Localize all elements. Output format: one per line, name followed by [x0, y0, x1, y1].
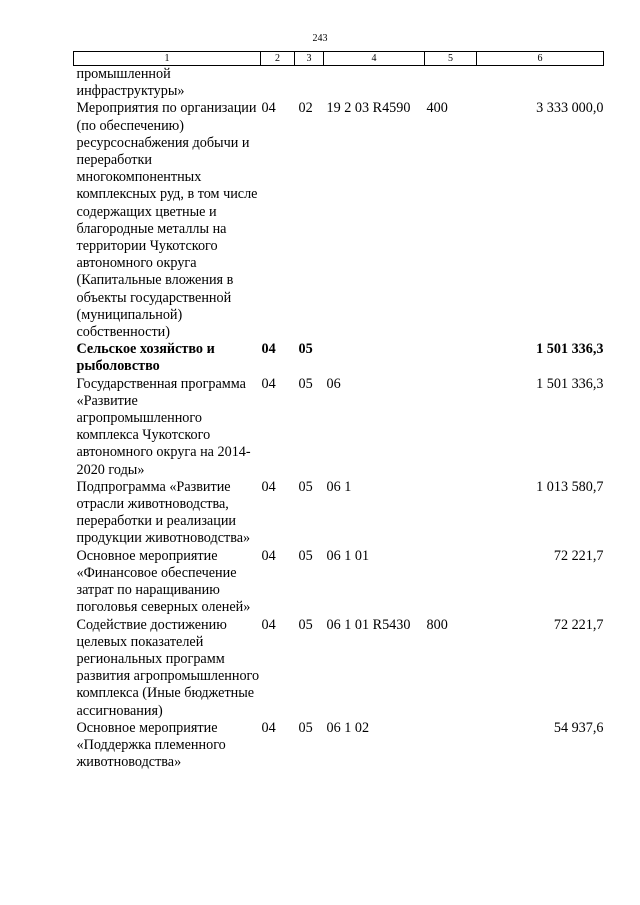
column-header: 6: [477, 52, 604, 66]
target-article-cell: [324, 341, 425, 375]
amount-cell: [477, 66, 604, 101]
section-code-cell: 04: [261, 341, 276, 358]
table-row: [74, 341, 604, 375]
target-article-cell: 06 1 01: [326, 547, 370, 564]
row-name-cell: Государственная программа «Развитие агропромышленного комплекса Чукотского автономного округа на 2014-2020 годы»: [76, 375, 251, 478]
subsection-code-cell: 05: [298, 375, 313, 392]
subsection-code-cell: 05: [298, 341, 313, 358]
row-name-cell: Сельское хозяйство и рыболовство: [76, 341, 215, 375]
subsection-code-cell: 02: [298, 100, 313, 117]
subsection-code-cell: 05: [298, 719, 313, 736]
table-row: [74, 66, 604, 101]
table-row: [74, 548, 604, 617]
row-name-cell: промышленной инфраструктуры»: [76, 66, 185, 100]
expense-type-cell: [425, 66, 477, 101]
amount-cell: 3 333 000,0: [536, 100, 604, 117]
column-header: 4: [324, 52, 425, 66]
subsection-code-cell: 05: [298, 478, 313, 495]
row-name-cell: Мероприятия по организации (по обеспечению) ресурсоснабжения добычи и переработки многокомпонентных комплексных руд, в том числе содержащих цветные и благородные металлы на территории Чукотского автономного округа (Капитальные вложения в объекты государственной (муниципальной) собственности): [76, 100, 258, 341]
amount-cell: 1 501 336,3: [536, 375, 604, 392]
page-number: 243: [312, 33, 328, 44]
expense-type-cell: [425, 341, 477, 375]
expense-type-cell: [425, 376, 477, 479]
table-row: [74, 100, 604, 341]
section-code-cell: 04: [261, 375, 276, 392]
amount-cell: 54 937,6: [553, 719, 604, 736]
column-header: 2: [261, 52, 295, 66]
row-name-cell: Основное мероприятие «Поддержка племенного животноводства»: [76, 719, 226, 771]
table-row: [74, 720, 604, 772]
target-article-cell: 06 1: [326, 478, 352, 495]
table-header-row: [74, 52, 604, 66]
expense-type-cell: [425, 479, 477, 548]
target-article-cell: 06: [326, 375, 341, 392]
expense-type-cell: 800: [426, 616, 448, 633]
row-name-cell: Подпрограмма «Развитие отрасли животноводства, переработки и реализации продукции животноводства»: [76, 478, 251, 547]
section-code-cell: 04: [261, 719, 276, 736]
target-article-cell: 19 2 03 R4590: [326, 100, 411, 117]
budget-table: [73, 51, 604, 771]
subsection-code-cell: 05: [298, 547, 313, 564]
amount-cell: 1 013 580,7: [536, 478, 604, 495]
section-code-cell: 04: [261, 100, 276, 117]
column-header: 5: [425, 52, 477, 66]
amount-cell: 72 221,7: [553, 616, 604, 633]
target-article-cell: 06 1 01 R5430: [326, 616, 411, 633]
table-row: [74, 376, 604, 479]
row-name-cell: Основное мероприятие «Финансовое обеспечение затрат по наращиванию поголовья северных оленей»: [76, 547, 251, 616]
column-header: 1: [74, 52, 261, 66]
section-code-cell: 04: [261, 616, 276, 633]
subsection-code-cell: 05: [298, 616, 313, 633]
section-code-cell: 04: [261, 478, 276, 495]
amount-cell: 1 501 336,3: [536, 341, 604, 358]
subsection-code-cell: [295, 66, 324, 101]
section-code-cell: 04: [261, 547, 276, 564]
column-header: 3: [295, 52, 324, 66]
expense-type-cell: [425, 548, 477, 617]
target-article-cell: [324, 66, 425, 101]
table-row: [74, 479, 604, 548]
row-name-cell: Содействие достижению целевых показателей региональных программ развития агропромышленного комплекса (Иные бюджетные ассигнования): [76, 616, 260, 719]
amount-cell: 72 221,7: [553, 547, 604, 564]
table-row: [74, 617, 604, 720]
expense-type-cell: 400: [426, 100, 448, 117]
expense-type-cell: [425, 720, 477, 772]
target-article-cell: 06 1 02: [326, 719, 370, 736]
section-code-cell: [261, 66, 295, 101]
